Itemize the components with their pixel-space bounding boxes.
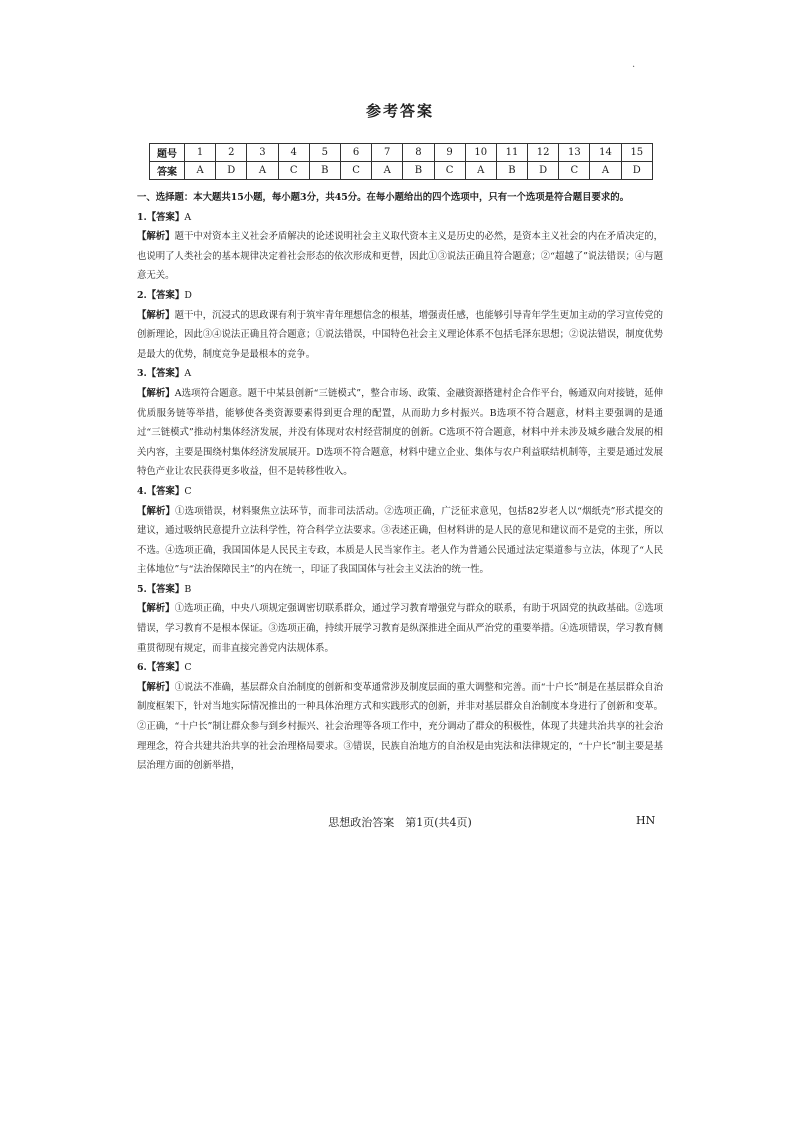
question-number-cell: 5 (309, 144, 340, 162)
page-footer: 思想政治答案 第1页(共4页) (328, 816, 472, 829)
answer-tag: 【答案】 (146, 662, 185, 674)
analysis-tag: 【解析】 (137, 505, 176, 517)
question-number-cell: 7 (372, 144, 403, 162)
question-1-answer (137, 208, 663, 228)
analysis-tag: 【解析】 (137, 231, 175, 243)
analysis-text: ①选项正确，中央八项规定强调密切联系群众，通过学习教育增强党与群众的联系，有助于巩固党的执政基础。②选项错误，学习教育不是根本保证。③选项正确，持续开展学习教育是纵深推进全面从严治党的重要举措。④选项错误，学习教育侧重贯彻现有规定，而非直接完善党内法规体系。 (137, 603, 663, 654)
question-6-answer (137, 658, 663, 678)
question-6-analysis (137, 678, 663, 776)
row-header-question-number: 题号 (150, 144, 185, 162)
answer-tag: 【答案】 (146, 583, 185, 595)
answer-cell: A (465, 162, 496, 180)
question-number-cell: 4 (278, 144, 309, 162)
question-3-analysis (137, 384, 663, 482)
question-number-cell: 8 (403, 144, 434, 162)
answer-cell: A (372, 162, 403, 180)
analysis-text: 题干中，沉浸式的思政课有利于筑牢青年理想信念的根基，增强责任感，也能够引导青年学生更加主动的学习宣传党的创新理论，因此③④说法正确且符合题意；①说法错误，中国特色社会主义理论体系不包括毛泽东思想；②说法错误，制度优势是最大的优势，制度竞争是最根本的竞争。 (137, 309, 663, 360)
question-5-answer (137, 580, 663, 600)
question-4-analysis (137, 502, 663, 580)
question-number-cell: 15 (621, 144, 652, 162)
question-number-cell: 1 (185, 144, 216, 162)
answer-cell: A (247, 162, 278, 180)
question-number: 3. (137, 368, 147, 380)
answer-cell: D (528, 162, 559, 180)
answer-value: D (184, 289, 192, 301)
question-2-analysis (137, 306, 663, 365)
question-number-cell: 3 (247, 144, 278, 162)
question-number-cell: 11 (496, 144, 527, 162)
question-number-row (150, 144, 653, 162)
question-2-answer (137, 286, 663, 306)
question-number-cell: 10 (465, 144, 496, 162)
answer-tag: 【答案】 (146, 211, 185, 223)
answer-tag: 【答案】 (146, 485, 185, 497)
analysis-tag: 【解析】 (137, 387, 175, 399)
answer-explanations (137, 188, 663, 776)
question-number-cell: 6 (340, 144, 371, 162)
question-number-cell: 9 (434, 144, 465, 162)
analysis-tag: 【解析】 (137, 603, 175, 615)
answer-value: A (184, 368, 192, 380)
question-number: 6. (137, 662, 147, 674)
row-header-answer: 答案 (150, 162, 185, 180)
analysis-text: 题干中对资本主义社会矛盾解决的论述说明社会主义取代资本主义是历史的必然，是资本主义社会的内在矛盾决定的，也说明了人类社会的基本规律决定着社会形态的依次形成和更替，因此①③说法正确且符合题意；②“超越了”说法错误；④与题意无关。 (137, 231, 663, 282)
answer-table (149, 143, 653, 180)
question-1-analysis (137, 227, 663, 286)
question-number-cell: 14 (590, 144, 621, 162)
analysis-text: ①说法不准确，基层群众自治制度的创新和变革通常涉及制度层面的重大调整和完善。而“十户长”制是在基层群众自治制度框架下，针对当地实际情况推出的一种具体治理方式和实践形式的创新，并非对基层群众自治制度本身进行了创新和变革。②正确，“十户长”制让群众参与到乡村振兴、社会治理等各项工作中，充分调动了群众的积极性，体现了共建共治共享的社会治理理念，符合共建共治共享的社会治理格局要求。③错误，民族自治地方的自治权是由宪法和法律规定的，“十户长”制主要是基层治理方面的创新举措， (137, 681, 663, 772)
answer-tag: 【答案】 (146, 289, 185, 301)
question-number: 4. (137, 485, 147, 497)
region-code: HN (636, 814, 656, 827)
question-number-cell: 13 (559, 144, 590, 162)
analysis-tag: 【解析】 (137, 309, 175, 321)
analysis-text: A选项符合题意。题干中某县创新“三链模式”，整合市场、政策、金融资源搭建村企合作平台，畅通双向对接链，延伸优质服务链等举措，能够使各类资源要素得到更合理的配置，从而助力乡村振兴。B选项不符合题意，材料主要强调的是通过“三链模式”推动村集体经济发展，并没有体现对农村经营制度的创新。C选项不符合题意，材料中并未涉及城乡融合发展的相关内容，主要是围绕村集体经济发展展开。D选项不符合题意，材料中建立企业、集体与农户利益联结机制等，主要是通过发展特色产业让农民获得更多收益，但不是转移性收入。 (137, 387, 663, 478)
answer-tag: 【答案】 (146, 368, 185, 380)
question-number-cell: 2 (216, 144, 247, 162)
answer-value: C (184, 662, 192, 674)
answer-value: B (184, 583, 192, 595)
analysis-text: ①选项错误，材料聚焦立法环节，而非司法活动。②选项正确，广泛征求意见，包括82岁老人以“烟纸壳”形式提交的建议，通过吸纳民意提升立法科学性，符合科学立法要求。③表述正确，但材料讲的是人民的意见和建议而不是党的主张，所以不选。④选项正确，我国国体是人民民主专政，本质是人民当家作主。老人作为普通公民通过法定渠道参与立法，体现了“人民主体地位”与“法治保障民主”的内在统一，印证了我国国体与社会主义法治的统一性。 (137, 505, 663, 576)
answer-cell: A (590, 162, 621, 180)
answer-cell: C (340, 162, 371, 180)
answer-cell: C (559, 162, 590, 180)
question-4-answer (137, 482, 663, 502)
section-heading: 一、选择题：本大题共15小题，每小题3分，共45分。在每小题给出的四个选项中，只有一个选项是符合题目要求的。 (137, 192, 629, 203)
question-number: 1. (137, 211, 147, 223)
question-5-analysis (137, 599, 663, 658)
question-3-answer (137, 364, 663, 384)
answer-cell: D (621, 162, 652, 180)
answer-cell: B (309, 162, 340, 180)
analysis-tag: 【解析】 (137, 681, 175, 693)
answer-cell: B (403, 162, 434, 180)
page-title: 参考答案 (365, 102, 434, 120)
question-number-cell: 12 (528, 144, 559, 162)
question-number: 5. (137, 583, 147, 595)
answer-cell: D (216, 162, 247, 180)
answer-cell: A (185, 162, 216, 180)
answer-value: A (184, 211, 192, 223)
answer-cell: B (496, 162, 527, 180)
scan-mark: · (632, 62, 636, 73)
answer-row (150, 162, 653, 180)
answer-value: C (184, 485, 192, 497)
question-number: 2. (137, 289, 147, 301)
answer-cell: C (278, 162, 309, 180)
answer-cell: C (434, 162, 465, 180)
